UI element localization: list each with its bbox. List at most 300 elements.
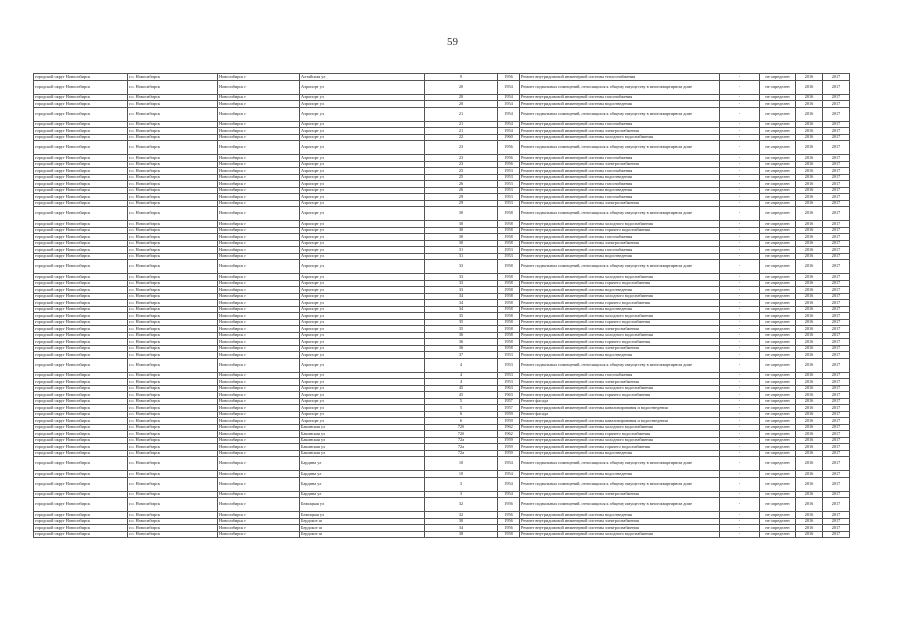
district-cell: городской округ Новосибирск: [34, 319, 128, 326]
district-cell: городской округ Новосибирск: [34, 326, 128, 333]
district-cell: городской округ Новосибирск: [34, 134, 128, 141]
cost-cell: не определен: [760, 411, 796, 418]
settlement-cell: г.о. Новосибирск: [128, 300, 218, 307]
work-type-cell: Ремонт внутридомовой инженерной системы электроснабжения: [520, 161, 720, 168]
city-cell: Новосибирск г: [218, 101, 300, 108]
house-number-cell: 32: [425, 498, 498, 512]
cost-cell: не определен: [760, 221, 796, 228]
build-year-cell: 1957: [498, 405, 520, 412]
end-year-cell: 2017: [823, 227, 850, 234]
city-cell: Новосибирск г: [218, 512, 300, 519]
start-year-cell: 2016: [796, 134, 823, 141]
cost-cell: не определен: [760, 94, 796, 101]
cost-cell: не определен: [760, 385, 796, 392]
cost-cell: не определен: [760, 260, 796, 274]
start-year-cell: 2016: [796, 352, 823, 359]
street-cell: Аэропорт ул: [300, 260, 425, 274]
build-year-cell: 1958: [498, 531, 520, 538]
city-cell: Новосибирск г: [218, 332, 300, 339]
house-number-cell: 33: [425, 274, 498, 281]
city-cell: Новосибирск г: [218, 141, 300, 155]
end-year-cell: 2017: [823, 437, 850, 444]
dash-cell: -: [720, 525, 760, 532]
build-year-cell: 1958: [498, 293, 520, 300]
work-type-cell: Ремонт внутридомовой инженерной системы водоотведения: [520, 101, 720, 108]
district-cell: городской округ Новосибирск: [34, 174, 128, 181]
dash-cell: -: [720, 398, 760, 405]
end-year-cell: 2017: [823, 207, 850, 221]
settlement-cell: г.о. Новосибирск: [128, 141, 218, 155]
dash-cell: -: [720, 161, 760, 168]
district-cell: городской округ Новосибирск: [34, 293, 128, 300]
street-cell: Аэропорт ул: [300, 161, 425, 168]
cost-cell: не определен: [760, 491, 796, 498]
cost-cell: не определен: [760, 168, 796, 175]
house-number-cell: 4: [425, 372, 498, 379]
start-year-cell: 2016: [796, 101, 823, 108]
work-type-cell: Ремонт внутридомовой инженерной системы горячего водоснабжения: [520, 431, 720, 438]
build-year-cell: 1956: [498, 161, 520, 168]
district-cell: городской округ Новосибирск: [34, 379, 128, 386]
district-cell: городской округ Новосибирск: [34, 437, 128, 444]
build-year-cell: 1954: [498, 128, 520, 135]
build-year-cell: 1954: [498, 457, 520, 471]
district-cell: городской округ Новосибирск: [34, 280, 128, 287]
dash-cell: -: [720, 518, 760, 525]
work-type-cell: Ремонт внутридомовой инженерной системы холодного водоснабжения: [520, 221, 720, 228]
dash-cell: -: [720, 491, 760, 498]
street-cell: Аэропорт ул: [300, 332, 425, 339]
dash-cell: -: [720, 431, 760, 438]
settlement-cell: г.о. Новосибирск: [128, 332, 218, 339]
page-number: 59: [447, 36, 458, 48]
dash-cell: -: [720, 94, 760, 101]
cost-cell: не определен: [760, 161, 796, 168]
work-type-cell: Ремонт внутридомовой инженерной системы горячего водоснабжения: [520, 444, 720, 451]
street-cell: Аэропорт ул: [300, 101, 425, 108]
settlement-cell: г.о. Новосибирск: [128, 450, 218, 457]
dash-cell: -: [720, 221, 760, 228]
dash-cell: -: [720, 74, 760, 81]
city-cell: Новосибирск г: [218, 94, 300, 101]
build-year-cell: 1956: [498, 155, 520, 162]
street-cell: Аэропорт ул: [300, 200, 425, 207]
house-number-cell: 20: [425, 80, 498, 94]
end-year-cell: 2017: [823, 450, 850, 457]
work-type-cell: Ремонт внутридомовой инженерной системы водоотведения: [520, 287, 720, 294]
end-year-cell: 2017: [823, 352, 850, 359]
start-year-cell: 2016: [796, 227, 823, 234]
dash-cell: -: [720, 101, 760, 108]
city-cell: Новосибирск г: [218, 491, 300, 498]
dash-cell: -: [720, 234, 760, 241]
end-year-cell: 2017: [823, 293, 850, 300]
settlement-cell: г.о. Новосибирск: [128, 101, 218, 108]
build-year-cell: 1963: [498, 385, 520, 392]
district-cell: городской округ Новосибирск: [34, 518, 128, 525]
build-year-cell: 1958: [498, 287, 520, 294]
build-year-cell: 1962: [498, 431, 520, 438]
settlement-cell: г.о. Новосибирск: [128, 518, 218, 525]
city-cell: Новосибирск г: [218, 385, 300, 392]
settlement-cell: г.о. Новосибирск: [128, 491, 218, 498]
settlement-cell: г.о. Новосибирск: [128, 352, 218, 359]
cost-cell: не определен: [760, 107, 796, 121]
house-number-cell: 4: [425, 379, 498, 386]
build-year-cell: 1958: [498, 319, 520, 326]
house-number-cell: 36: [425, 339, 498, 346]
city-cell: Новосибирск г: [218, 274, 300, 281]
house-number-cell: 20: [425, 94, 498, 101]
settlement-cell: г.о. Новосибирск: [128, 339, 218, 346]
house-number-cell: 31: [425, 253, 498, 260]
street-cell: Аэропорт ул: [300, 194, 425, 201]
cost-cell: не определен: [760, 313, 796, 320]
work-type-cell: Ремонт внутридомовой инженерной системы электроснабжения: [520, 525, 720, 532]
dash-cell: -: [720, 457, 760, 471]
settlement-cell: г.о. Новосибирск: [128, 234, 218, 241]
cost-cell: не определен: [760, 379, 796, 386]
build-year-cell: 1953: [498, 194, 520, 201]
city-cell: Новосибирск г: [218, 247, 300, 254]
district-cell: городской округ Новосибирск: [34, 155, 128, 162]
district-cell: городской округ Новосибирск: [34, 227, 128, 234]
house-number-cell: 30: [425, 234, 498, 241]
end-year-cell: 2017: [823, 74, 850, 81]
end-year-cell: 2017: [823, 372, 850, 379]
cost-cell: не определен: [760, 345, 796, 352]
work-type-cell: Ремонт фасада: [520, 411, 720, 418]
city-cell: Новосибирск г: [218, 187, 300, 194]
build-year-cell: 1954: [498, 491, 520, 498]
settlement-cell: г.о. Новосибирск: [128, 358, 218, 372]
city-cell: Новосибирск г: [218, 207, 300, 221]
house-number-cell: 26: [425, 181, 498, 188]
city-cell: Новосибирск г: [218, 392, 300, 399]
end-year-cell: 2017: [823, 518, 850, 525]
house-number-cell: 22: [425, 134, 498, 141]
cost-cell: не определен: [760, 207, 796, 221]
work-type-cell: Ремонт внутридомовой инженерной системы водоотведения: [520, 512, 720, 519]
city-cell: Новосибирск г: [218, 227, 300, 234]
district-cell: городской округ Новосибирск: [34, 80, 128, 94]
build-year-cell: 1958: [498, 339, 520, 346]
build-year-cell: 1958: [498, 207, 520, 221]
end-year-cell: 2017: [823, 477, 850, 491]
settlement-cell: г.о. Новосибирск: [128, 444, 218, 451]
start-year-cell: 2016: [796, 411, 823, 418]
house-number-cell: 72а: [425, 437, 498, 444]
city-cell: Новосибирск г: [218, 168, 300, 175]
street-cell: Бердское ш: [300, 525, 425, 532]
city-cell: Новосибирск г: [218, 498, 300, 512]
dash-cell: -: [720, 512, 760, 519]
dash-cell: -: [720, 339, 760, 346]
city-cell: Новосибирск г: [218, 379, 300, 386]
street-cell: Аэропорт ул: [300, 234, 425, 241]
dash-cell: -: [720, 471, 760, 478]
settlement-cell: г.о. Новосибирск: [128, 525, 218, 532]
end-year-cell: 2017: [823, 498, 850, 512]
start-year-cell: 2016: [796, 161, 823, 168]
city-cell: Новосибирск г: [218, 313, 300, 320]
build-year-cell: 1959: [498, 450, 520, 457]
dash-cell: -: [720, 319, 760, 326]
dash-cell: -: [720, 247, 760, 254]
dash-cell: -: [720, 293, 760, 300]
city-cell: Новосибирск г: [218, 457, 300, 471]
house-number-cell: 72б: [425, 424, 498, 431]
build-year-cell: 1954: [498, 121, 520, 128]
end-year-cell: 2017: [823, 134, 850, 141]
street-cell: Бардина ул: [300, 491, 425, 498]
settlement-cell: г.о. Новосибирск: [128, 207, 218, 221]
end-year-cell: 2017: [823, 457, 850, 471]
house-number-cell: 33: [425, 287, 498, 294]
city-cell: Новосибирск г: [218, 431, 300, 438]
cost-cell: не определен: [760, 498, 796, 512]
street-cell: Аэропорт ул: [300, 207, 425, 221]
cost-cell: не определен: [760, 431, 796, 438]
work-type-cell: Ремонт внутридомовой инженерной системы газоснабжения: [520, 234, 720, 241]
work-type-cell: Ремонт внутридомовой инженерной системы горячего водоснабжения: [520, 392, 720, 399]
dash-cell: -: [720, 280, 760, 287]
end-year-cell: 2017: [823, 101, 850, 108]
start-year-cell: 2016: [796, 260, 823, 274]
table-row: [34, 358, 850, 372]
dash-cell: -: [720, 437, 760, 444]
dash-cell: -: [720, 332, 760, 339]
table-row: [34, 457, 850, 471]
work-type-cell: Ремонт подвальных помещений, относящихся к общему имуществу в многоквартирном доме: [520, 107, 720, 121]
end-year-cell: 2017: [823, 326, 850, 333]
end-year-cell: 2017: [823, 168, 850, 175]
district-cell: городской округ Новосибирск: [34, 444, 128, 451]
start-year-cell: 2016: [796, 253, 823, 260]
district-cell: городской округ Новосибирск: [34, 385, 128, 392]
city-cell: Новосибирск г: [218, 253, 300, 260]
end-year-cell: 2017: [823, 431, 850, 438]
dash-cell: -: [720, 174, 760, 181]
dash-cell: -: [720, 181, 760, 188]
house-number-cell: 3: [425, 477, 498, 491]
house-number-cell: 30: [425, 207, 498, 221]
end-year-cell: 2017: [823, 444, 850, 451]
street-cell: Аэропорт ул: [300, 141, 425, 155]
end-year-cell: 2017: [823, 379, 850, 386]
end-year-cell: 2017: [823, 94, 850, 101]
build-year-cell: 1953: [498, 174, 520, 181]
work-type-cell: Ремонт внутридомовой инженерной системы газоснабжения: [520, 121, 720, 128]
house-number-cell: 30: [425, 240, 498, 247]
city-cell: Новосибирск г: [218, 518, 300, 525]
start-year-cell: 2016: [796, 457, 823, 471]
start-year-cell: 2016: [796, 332, 823, 339]
district-cell: городской округ Новосибирск: [34, 200, 128, 207]
work-type-cell: Ремонт внутридомовой инженерной системы электроснабжения: [520, 491, 720, 498]
street-cell: Аэропорт ул: [300, 319, 425, 326]
work-type-cell: Ремонт внутридомовой инженерной системы электроснабжения: [520, 200, 720, 207]
dash-cell: -: [720, 168, 760, 175]
house-number-cell: 20: [425, 101, 498, 108]
work-type-cell: Ремонт внутридомовой инженерной системы водоотведения: [520, 450, 720, 457]
start-year-cell: 2016: [796, 498, 823, 512]
city-cell: Новосибирск г: [218, 80, 300, 94]
start-year-cell: 2016: [796, 418, 823, 425]
city-cell: Новосибирск г: [218, 293, 300, 300]
build-year-cell: 1953: [498, 358, 520, 372]
settlement-cell: г.о. Новосибирск: [128, 181, 218, 188]
city-cell: Новосибирск г: [218, 450, 300, 457]
district-cell: городской округ Новосибирск: [34, 234, 128, 241]
settlement-cell: г.о. Новосибирск: [128, 247, 218, 254]
start-year-cell: 2016: [796, 74, 823, 81]
house-number-cell: 25: [425, 168, 498, 175]
house-number-cell: 34: [425, 293, 498, 300]
work-type-cell: Ремонт внутридомовой инженерной системы водоотведения: [520, 174, 720, 181]
repair-register-table: [33, 73, 850, 538]
start-year-cell: 2016: [796, 274, 823, 281]
street-cell: Бакинская ул: [300, 424, 425, 431]
cost-cell: не определен: [760, 240, 796, 247]
cost-cell: не определен: [760, 531, 796, 538]
city-cell: Новосибирск г: [218, 194, 300, 201]
start-year-cell: 2016: [796, 471, 823, 478]
dash-cell: -: [720, 306, 760, 313]
work-type-cell: Ремонт внутридомовой инженерной системы газоснабжения: [520, 194, 720, 201]
dash-cell: -: [720, 287, 760, 294]
street-cell: Бакинская ул: [300, 437, 425, 444]
settlement-cell: г.о. Новосибирск: [128, 319, 218, 326]
end-year-cell: 2017: [823, 405, 850, 412]
work-type-cell: Ремонт подвальных помещений, относящихся к общему имуществу в многоквартирном доме: [520, 457, 720, 471]
cost-cell: не определен: [760, 339, 796, 346]
street-cell: Аэропорт ул: [300, 280, 425, 287]
work-type-cell: Ремонт внутридомовой инженерной системы водоотведения: [520, 471, 720, 478]
house-number-cell: 6: [425, 411, 498, 418]
district-cell: городской округ Новосибирск: [34, 260, 128, 274]
street-cell: Бардина ул: [300, 471, 425, 478]
work-type-cell: Ремонт подвальных помещений, относящихся к общему имуществу в многоквартирном доме: [520, 207, 720, 221]
work-type-cell: Ремонт внутридомовой инженерной системы водоотведения: [520, 352, 720, 359]
district-cell: городской округ Новосибирск: [34, 531, 128, 538]
end-year-cell: 2017: [823, 345, 850, 352]
settlement-cell: г.о. Новосибирск: [128, 107, 218, 121]
city-cell: Новосибирск г: [218, 418, 300, 425]
street-cell: Аэропорт ул: [300, 227, 425, 234]
start-year-cell: 2016: [796, 372, 823, 379]
district-cell: городской округ Новосибирск: [34, 424, 128, 431]
city-cell: Новосибирск г: [218, 161, 300, 168]
house-number-cell: 33: [425, 260, 498, 274]
street-cell: Алтайская ул: [300, 74, 425, 81]
settlement-cell: г.о. Новосибирск: [128, 293, 218, 300]
street-cell: Аэропорт ул: [300, 358, 425, 372]
build-year-cell: 1956: [498, 498, 520, 512]
work-type-cell: Ремонт внутридомовой инженерной системы холодного водоснабжения: [520, 424, 720, 431]
build-year-cell: 1958: [498, 300, 520, 307]
district-cell: городской округ Новосибирск: [34, 398, 128, 405]
city-cell: Новосибирск г: [218, 128, 300, 135]
dash-cell: -: [720, 253, 760, 260]
city-cell: Новосибирск г: [218, 221, 300, 228]
house-number-cell: 5: [425, 398, 498, 405]
end-year-cell: 2017: [823, 128, 850, 135]
cost-cell: не определен: [760, 457, 796, 471]
street-cell: Аэропорт ул: [300, 345, 425, 352]
settlement-cell: г.о. Новосибирск: [128, 121, 218, 128]
cost-cell: не определен: [760, 253, 796, 260]
street-cell: Бардина ул: [300, 457, 425, 471]
cost-cell: не определен: [760, 372, 796, 379]
end-year-cell: 2017: [823, 240, 850, 247]
street-cell: Аэропорт ул: [300, 300, 425, 307]
city-cell: Новосибирск г: [218, 444, 300, 451]
cost-cell: не определен: [760, 405, 796, 412]
district-cell: городской округ Новосибирск: [34, 358, 128, 372]
district-cell: городской округ Новосибирск: [34, 345, 128, 352]
dash-cell: -: [720, 424, 760, 431]
build-year-cell: 1953: [498, 200, 520, 207]
start-year-cell: 2016: [796, 280, 823, 287]
work-type-cell: Ремонт внутридомовой инженерной системы электроснабжения: [520, 240, 720, 247]
house-number-cell: 21: [425, 128, 498, 135]
house-number-cell: 32: [425, 512, 498, 519]
dash-cell: -: [720, 477, 760, 491]
street-cell: Аэропорт ул: [300, 379, 425, 386]
street-cell: Аэропорт ул: [300, 313, 425, 320]
build-year-cell: 1958: [498, 326, 520, 333]
start-year-cell: 2016: [796, 168, 823, 175]
street-cell: Аэропорт ул: [300, 80, 425, 94]
house-number-cell: 38: [425, 531, 498, 538]
build-year-cell: 1956: [498, 74, 520, 81]
table-row: [34, 107, 850, 121]
district-cell: городской округ Новосибирск: [34, 101, 128, 108]
work-type-cell: Ремонт подвальных помещений, относящихся к общему имуществу в многоквартирном доме: [520, 477, 720, 491]
city-cell: Новосибирск г: [218, 121, 300, 128]
house-number-cell: 72б: [425, 431, 498, 438]
work-type-cell: Ремонт подвальных помещений, относящихся к общему имуществу в многоквартирном доме: [520, 498, 720, 512]
build-year-cell: 1953: [498, 181, 520, 188]
table-row: [34, 477, 850, 491]
build-year-cell: 1958: [498, 345, 520, 352]
dash-cell: -: [720, 326, 760, 333]
settlement-cell: г.о. Новосибирск: [128, 379, 218, 386]
settlement-cell: г.о. Новосибирск: [128, 155, 218, 162]
start-year-cell: 2016: [796, 319, 823, 326]
build-year-cell: 1956: [498, 518, 520, 525]
street-cell: Аэропорт ул: [300, 411, 425, 418]
house-number-cell: 33: [425, 280, 498, 287]
cost-cell: не определен: [760, 293, 796, 300]
city-cell: Новосибирск г: [218, 200, 300, 207]
end-year-cell: 2017: [823, 280, 850, 287]
build-year-cell: 1953: [498, 379, 520, 386]
end-year-cell: 2017: [823, 398, 850, 405]
dash-cell: -: [720, 155, 760, 162]
work-type-cell: Ремонт внутридомовой инженерной системы горячего водоснабжения: [520, 319, 720, 326]
city-cell: Новосибирск г: [218, 287, 300, 294]
street-cell: Аэропорт ул: [300, 240, 425, 247]
work-type-cell: Ремонт внутридомовой инженерной системы горячего водоснабжения: [520, 300, 720, 307]
dash-cell: -: [720, 352, 760, 359]
street-cell: Аэропорт ул: [300, 134, 425, 141]
house-number-cell: 30: [425, 518, 498, 525]
settlement-cell: г.о. Новосибирск: [128, 253, 218, 260]
house-number-cell: 29: [425, 194, 498, 201]
start-year-cell: 2016: [796, 392, 823, 399]
